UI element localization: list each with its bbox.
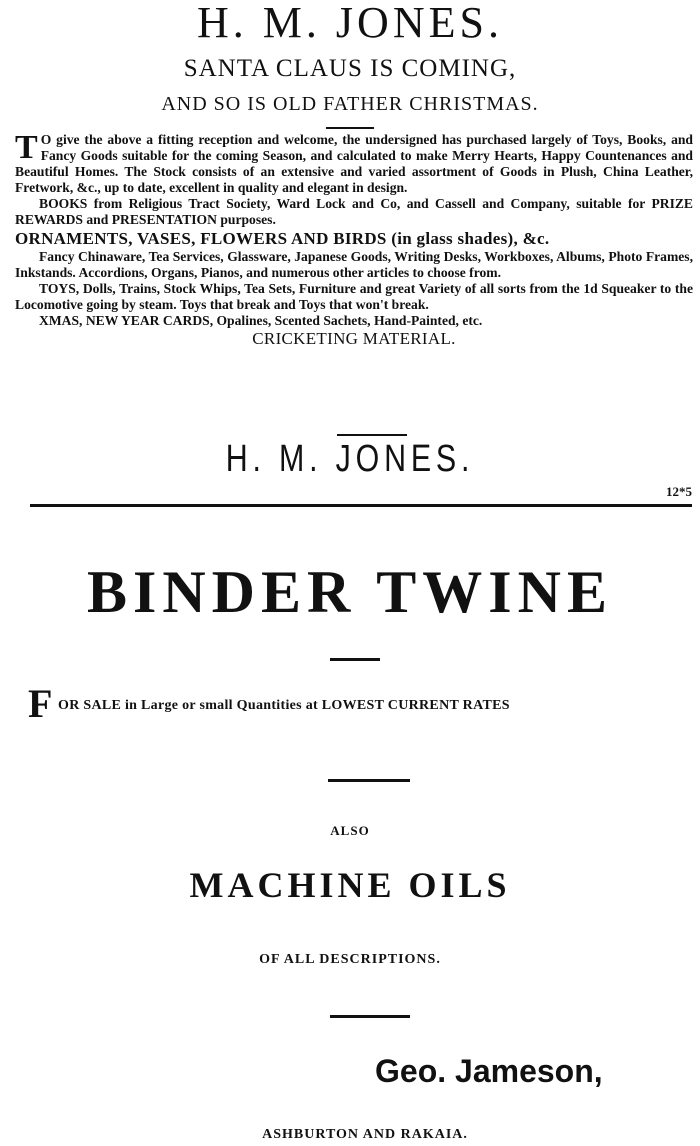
also-label: ALSO: [330, 823, 370, 838]
location-line: ASHBURTON AND RAKAIA.: [262, 1127, 468, 1142]
divider: [328, 779, 410, 782]
divider: [326, 127, 374, 129]
intro-text: O give the above a fitting reception and welcome, the undersigned has purchased largely of Toys, Books, and Fancy Goods suitable for the coming Season, and calculated to make Merry Hearts, Happy Countenances and Beautiful Homes. The Stock consists of an extensive and varied assortment of Goods in Plush, China Leather, Fretwork, &c., up to date, excellent in quality and elegant in design.: [15, 132, 693, 196]
ad-title: BINDER TWINE: [86, 559, 613, 625]
fancy-goods-paragraph: Fancy Chinaware, Tea Services, Glassware, Japanese Goods, Writing Desks, Workboxes, Albums, Photo Frames, Inkstands. Accordions, Organs, Pianos, and numerous other articles to choose from.: [15, 248, 693, 280]
descriptions-label: OF ALL DESCRIPTIONS.: [259, 952, 441, 967]
divider: [330, 658, 380, 661]
merchant-signature: Geo. Jameson,: [375, 1053, 603, 1089]
toys-paragraph: TOYS, Dolls, Trains, Stock Whips, Tea Sets, Furniture and great Variety of all sorts from the 1d Squeaker to the Locomotive going by steam. Toys that break and Toys that won't break.: [15, 280, 693, 312]
cricketing-line: CRICKETING MATERIAL.: [252, 329, 456, 349]
divider: [330, 1015, 410, 1018]
books-paragraph: BOOKS from Religious Tract Society, Ward Lock and Co, and Cassell and Company, suitable for PRIZE REWARDS and PRESENTATION purposes.: [15, 196, 693, 228]
ad-body: [15, 129, 693, 349]
ad-subtitle-christmas: AND SO IS OLD FATHER CHRISTMAS.: [161, 93, 539, 115]
drop-cap: T: [15, 129, 38, 166]
ad-subtitle-santa: SANTA CLAUS IS COMING,: [183, 55, 517, 82]
section-divider: [30, 504, 692, 507]
advertisement-hm-jones: [0, 0, 700, 515]
ornaments-line: ORNAMENTS, VASES, FLOWERS AND BIRDS (in glass shades), &c.: [15, 228, 550, 248]
advertisement-binder-twine: [0, 515, 700, 1146]
ad-signature: H. M. JONES.: [225, 438, 475, 480]
drop-cap: F: [28, 681, 53, 726]
divider: [337, 434, 407, 436]
ad-title: H. M. JONES.: [197, 0, 503, 47]
sale-text: OR SALE in Large or small Quantities at LOWEST CURRENT RATES: [58, 698, 510, 713]
ad-reference: 12*5: [666, 484, 692, 499]
cards-line: XMAS, NEW YEAR CARDS, Opalines, Scented Sachets, Hand-Painted, etc.: [39, 312, 483, 328]
intro-paragraph: [15, 129, 693, 196]
machine-oils-heading: MACHINE OILS: [189, 865, 511, 905]
